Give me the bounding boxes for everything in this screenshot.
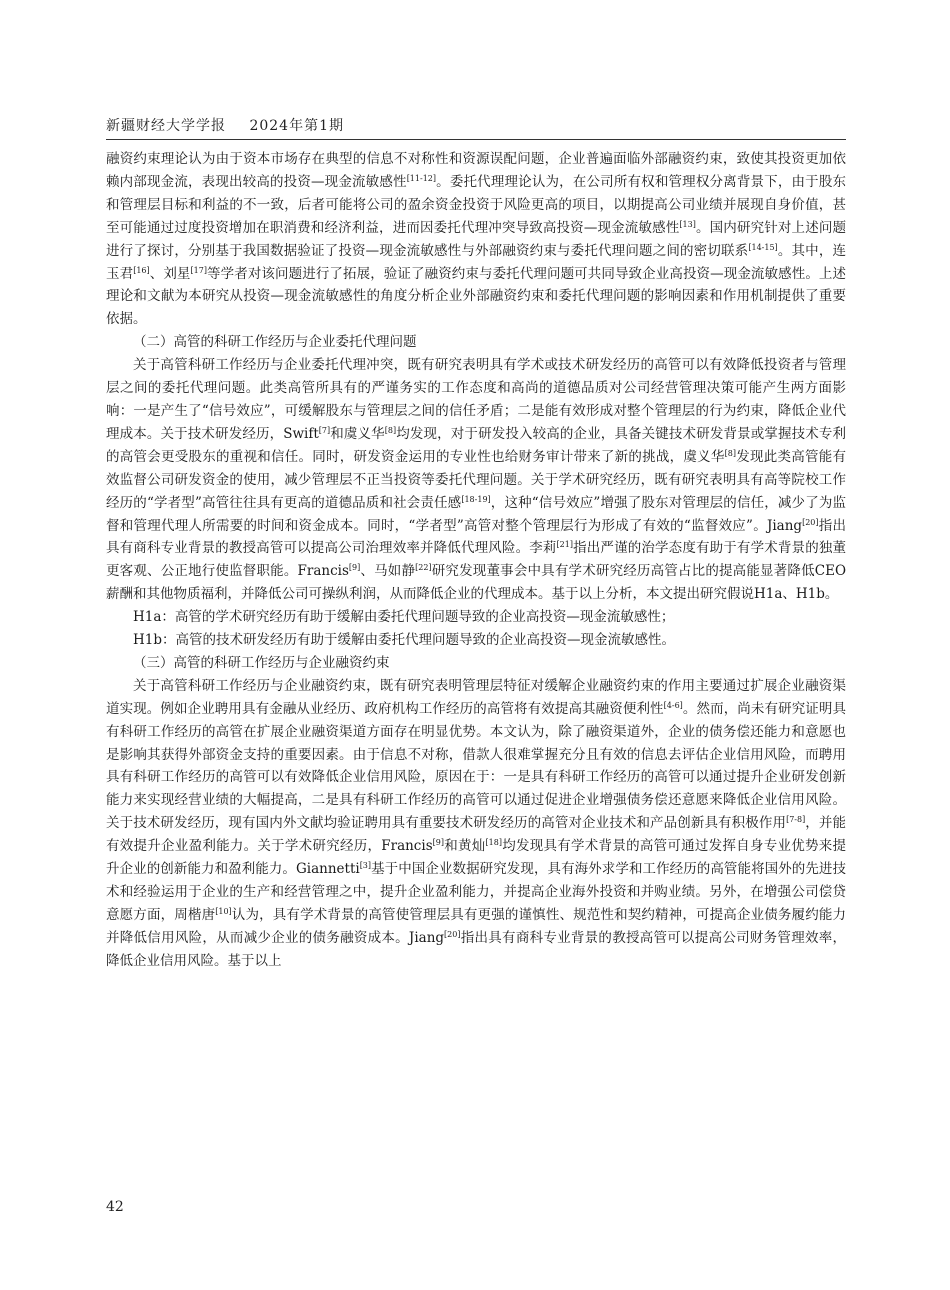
citation: [8]: [384, 425, 397, 435]
citation: [10]: [215, 906, 232, 916]
article-body: [106, 148, 846, 1193]
paragraph-financing: 关于高管科研工作经历与企业融资约束，既有研究表明管理层特征对缓解企业融资约束的作用主要通过扩展企业融资渠道实现。例如企业聘用具有金融从业经历、政府机构工作经历的高管将有效提高其融资便利性[4-6]。然而，尚未有研究证明具有科研工作经历的高管在扩展企业融资渠道方面存在明显优势。本文认为，除了融资渠道外，企业的债务偿还能力和意愿也是影响其获得外部资金支持的重要因素。由于信息不对称，借款人很难掌握充分且有效的信息去评估企业信用风险，而聘用具有科研工作经历的高管可以有效降低企业信用风险，原因在于：一是具有科研工作经历的高管可以通过提升企业研发创新能力来实现经营业绩的大幅提高，二是具有科研工作经历的高管可以通过促进企业增强债务偿还意愿来降低企业信用风险。关于技术研发经历，现有国内外文献均验证聘用具有重要技术研发经历的高管对企业技术和产品创新具有积极作用[7-8]，并能有效提升企业盈利能力。关于学术研究经历，Francis[9]和黄灿[18]均发现具有学术背景的高管可通过发挥自身专业优势来提升企业的创新能力和盈利能力。Giannetti[3]基于中国企业数据研究发现，具有海外求学和工作经历的高管能将国外的先进技术和经验运用于企业的生产和经营管理之中，提升企业盈利能力，并提高企业海外投资和并购业绩。另外，在增强公司偿贷意愿方面，周楷唐[10]认为，具有学术背景的高管使管理层具有更强的谨慎性、规范性和契约精神，可提高企业债务履约能力并降低信用风险，从而减少企业的债务融资成本。Jiang[20]指出具有商科专业背景的教授高管可以提高公司财务管理效率，降低企业信用风险。基于以上: [106, 677, 846, 969]
citation: [7-8]: [786, 815, 806, 825]
citation: [13]: [679, 219, 696, 229]
section-heading-agency: （二）高管的科研工作经历与企业委托代理问题: [133, 334, 417, 351]
citation: [18-19]: [461, 494, 491, 504]
citation: [3]: [359, 861, 372, 871]
citation: [14-15]: [748, 242, 778, 252]
hypothesis-h1b: H1b：高管的技术研发经历有助于缓解由委托代理问题导致的企业高投资—现金流敏感性。: [133, 632, 676, 649]
citation: [8]: [724, 448, 737, 458]
citation: [18]: [485, 838, 502, 848]
citation: [20]: [444, 929, 461, 939]
citation: [7]: [318, 425, 331, 435]
page-number: 42: [106, 1199, 124, 1215]
citation: [17]: [190, 265, 207, 275]
issue-label: 2024年第1期: [249, 118, 344, 134]
paragraph-theory: 融资约束理论认为由于资本市场存在典型的信息不对称性和资源误配问题，企业普遍面临外部融资约束，致使其投资更加依赖内部现金流，表现出较高的投资—现金流敏感性[11-12]。委托代理理论认为，在公司所有权和管理权分离背景下，由于股东和管理层目标和利益的不一致，后者可能将公司的盈余资金投资于风险更高的项目，以期提高公司业绩并展现自身价值，甚至可能通过过度投资增加在职消费和经济利益，进而因委托代理冲突导致高投资—现金流敏感性[13]。国内研究针对上述问题进行了探讨，分别基于我国数据验证了投资—现金流敏感性与外部融资约束与委托代理问题之间的密切联系[14-15]。其中，连玉君[16]、刘星[17]等学者对该问题进行了拓展，验证了融资约束与委托代理问题可共同导致企业高投资—现金流敏感性。上述理论和文献为本研究从投资—现金流敏感性的角度分析企业外部融资约束和委托代理问题的影响因素和作用机制提供了重要依据。: [106, 151, 846, 328]
section-heading-financing: （三）高管的科研工作经历与企业融资约束: [133, 654, 390, 671]
hypothesis-h1a: H1a：高管的学术研究经历有助于缓解由委托代理问题导致的企业高投资—现金流敏感性；: [133, 609, 675, 626]
running-header: [106, 115, 846, 135]
paragraph-agency: 关于高管科研工作经历与企业委托代理冲突，既有研究表明具有学术或技术研发经历的高管可以有效降低投资者与管理层之间的委托代理问题。此类高管所具有的严谨务实的工作态度和高尚的道德品质对公司经营管理决策可能产生两方面影响：一是产生了“信号效应”，可缓解股东与管理层之间的信任矛盾；二是能有效形成对整个管理层的行为约束，降低企业代理成本。关于技术研发经历，Swift[7]和虞义华[8]均发现，对于研发投入较高的企业，具备关键技术研发背景或掌握技术专利的高管会更受股东的重视和信任。同时，研发资金运用的专业性也给财务审计带来了新的挑战，虞义华[8]发现此类高管能有效监督公司研发资金的使用，减少管理层不正当投资等委托代理问题。关于学术研究经历，既有研究表明具有高等院校工作经历的“学者型”高管往往具有更高的道德品质和社会责任感[18-19]，这种“信号效应”增强了股东对管理层的信任，减少了为监督和管理代理人所需要的时间和资金成本。同时，“学者型”高管对整个管理层行为形成了有效的“监督效应”。Jiang[20]指出具有商科专业背景的教授高管可以提高公司治理效率并降低代理风险。李莉[21]指出严谨的治学态度有助于有学术背景的独董更客观、公正地行使监督职能。Francis[9]、马如静[22]研究发现董事会中具有学术研究经历高管占比的提高能显著降低CEO薪酬和其他物质福利，并降低公司可操纵利润，从而降低企业的代理成本。基于以上分析，本文提出研究假说H1a、H1b。: [106, 357, 846, 603]
citation: [11-12]: [406, 173, 436, 183]
citation: [4-6]: [663, 700, 683, 710]
citation: [22]: [415, 563, 432, 573]
citation: [9]: [432, 838, 444, 848]
header-rule: [106, 139, 846, 140]
citation: [16]: [133, 265, 150, 275]
citation: [20]: [802, 517, 819, 527]
citation: [9]: [348, 563, 361, 573]
citation: [21]: [556, 540, 573, 550]
journal-name: 新疆财经大学学报: [106, 118, 226, 134]
